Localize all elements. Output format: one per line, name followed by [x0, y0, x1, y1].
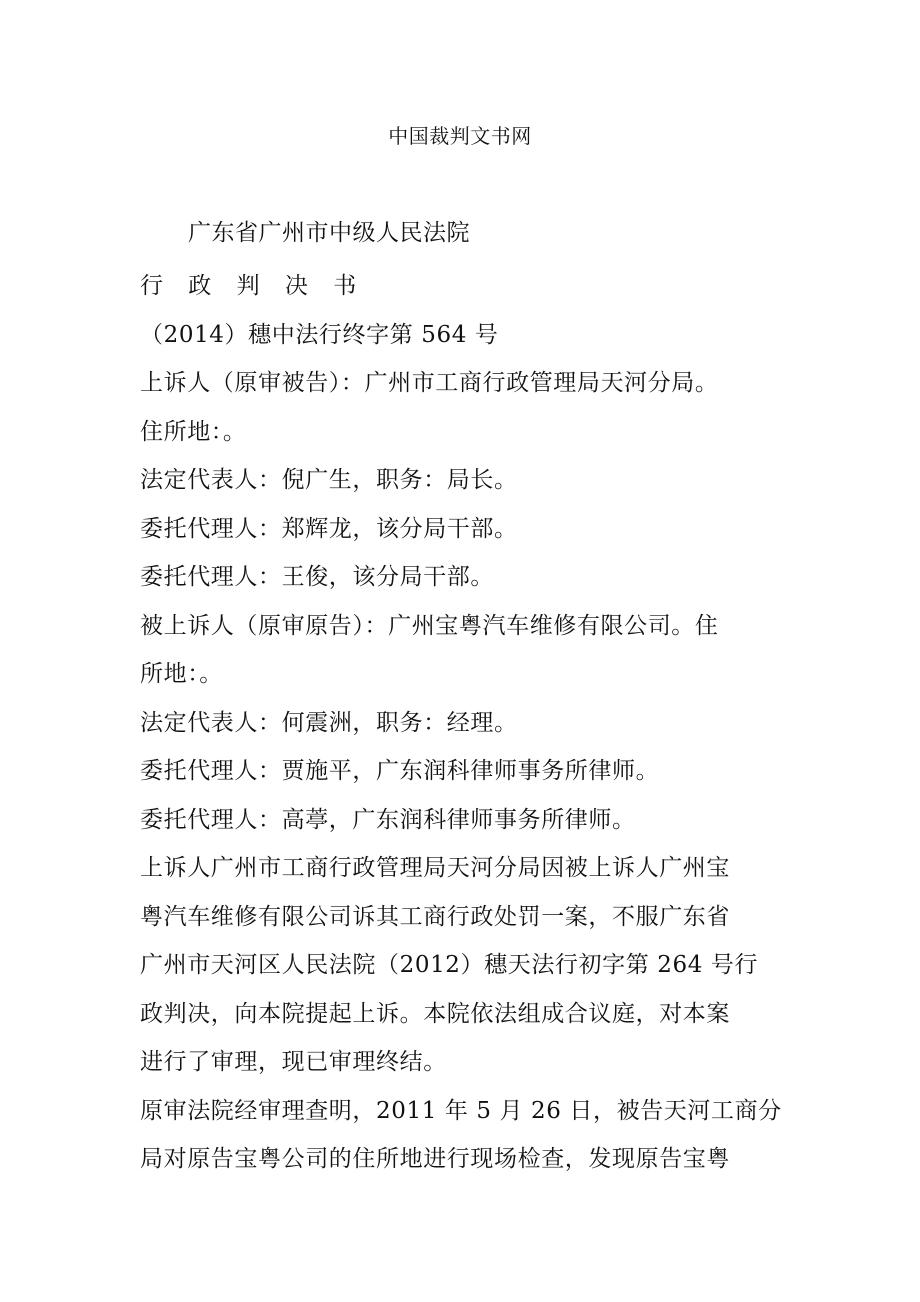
text-line: 政判决，向本院提起上诉。本院依法组成合议庭，对本案: [140, 1000, 730, 1027]
text-line: 委托代理人：贾施平，广东润科律师事务所律师。: [140, 758, 660, 784]
text-line: 法定代表人：倪广生，职务：局长。: [140, 467, 518, 493]
text-line: 局对原告宝粤公司的住所地进行现场检查，发现原告宝粤: [140, 1146, 730, 1172]
text-line: 进行了审理，现已审理终结。: [140, 1049, 447, 1075]
text-line: 委托代理人：高葶，广东润科律师事务所律师。: [140, 806, 636, 833]
text-line: 上诉人（原审被告）：广州市工商行政管理局天河分局。: [140, 370, 719, 396]
text-line: 原审法院经审理查明，2011 年 5 月 26 日，被告天河工商分: [140, 1097, 782, 1124]
text-line: 粤汽车维修有限公司诉其工商行政处罚一案，不服广东省: [140, 903, 730, 930]
text-line: 广州市天河区人民法院（2012）穗天法行初字第 264 号行: [140, 952, 759, 978]
text-line: 委托代理人：郑辉龙，该分局干部。: [140, 515, 518, 542]
text-line: 委托代理人：王俊，该分局干部。: [140, 564, 494, 590]
text-line: 所地：。: [140, 661, 223, 687]
site-title: 中国裁判文书网: [388, 124, 532, 148]
text-line: 法定代表人：何震洲，职务：经理。: [140, 709, 518, 736]
text-line: 被上诉人（原审原告）：广州宝粤汽车维修有限公司。住: [140, 612, 719, 639]
text-line: 住所地：。: [140, 418, 247, 445]
text-line: 上诉人广州市工商行政管理局天河分局因被上诉人广州宝: [140, 855, 730, 881]
case-number: （2014）穗中法行终字第 564 号: [140, 321, 499, 348]
court-name: 广东省广州市中级人民法院: [188, 220, 470, 246]
document-body: [140, 262, 790, 1184]
document-type: 行 政 判 决 书: [140, 273, 366, 299]
